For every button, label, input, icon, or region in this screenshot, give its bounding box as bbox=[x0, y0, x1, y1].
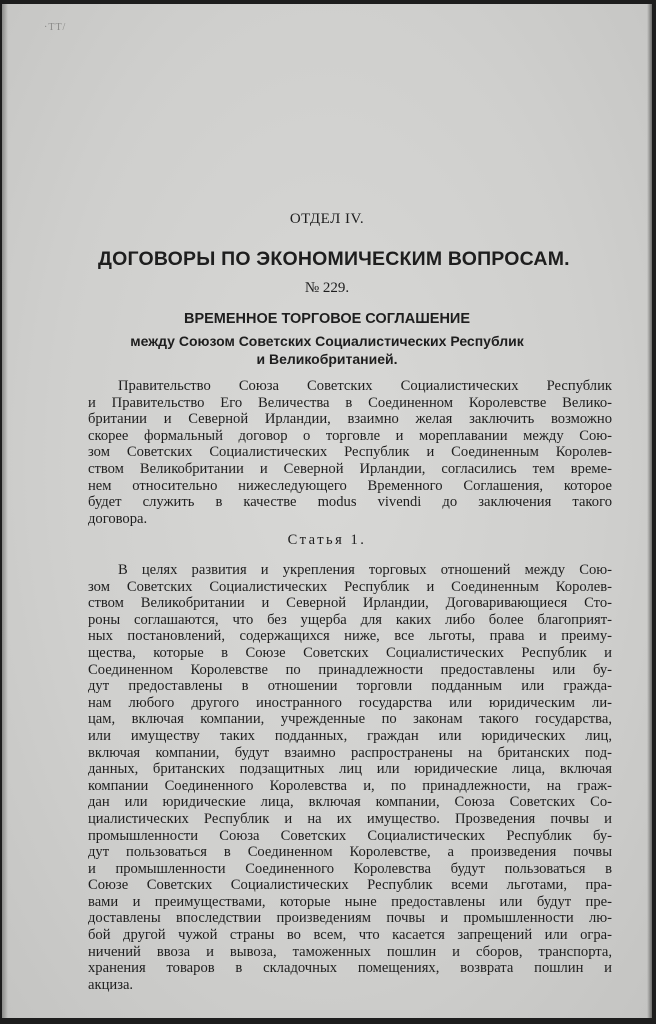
preamble-paragraph bbox=[88, 378, 612, 527]
section-label: ОТДЕЛ IV. bbox=[289, 211, 365, 227]
corner-mark: ·ТТ/ bbox=[44, 22, 67, 33]
article-paragraph bbox=[88, 562, 612, 993]
text-line: и Правительство Его Величества в Соединенном Королевстве Велико- bbox=[88, 394, 612, 411]
text-line: Правительство Союза Советских Социалистических Республик bbox=[118, 378, 612, 394]
text-line: вами и преимуществами, которые ныне предоставлены или будут пре- bbox=[88, 893, 612, 910]
text-line: дан или юридические лица, включая компании, Союза Советских Со- bbox=[88, 794, 612, 811]
text-line: зом Советских Социалистических Республик и Соединенным Королев- bbox=[88, 444, 612, 461]
text-line: нем относительно нижеследующего Временного Соглашения, которое bbox=[88, 477, 612, 494]
text-line: Соединенном Королевстве по принадлежности предоставлены или бу- bbox=[88, 661, 612, 678]
article-heading: Статья 1. bbox=[287, 532, 367, 548]
text-line: Союзе Советских Социалистических Республик всеми льготами, пра- bbox=[88, 877, 612, 894]
page-edge-shadow-left bbox=[2, 4, 8, 1018]
text-line: ством Великобритании и Северной Ирландии, Договаривающиеся Сто- bbox=[88, 595, 612, 612]
text-line: дут предоставлены в отношении торговли подданным или гражда- bbox=[88, 678, 612, 695]
document-number: № 229. bbox=[304, 280, 350, 296]
text-line: ных постановлений, содержащихся ниже, все льготы, права и преиму- bbox=[88, 628, 612, 645]
text-line: включая компании, будут взаимно распространены на британских под- bbox=[88, 744, 612, 761]
text-line: ничений ввоза и вывоза, таможенных пошлин и сборов, транспорта, bbox=[88, 943, 612, 960]
document-subtitle bbox=[2, 332, 652, 368]
text-line: будет служить в качестве modus vivendi до заключения такого bbox=[88, 494, 612, 511]
text-line: скорее формальный договор о торговле и мореплавании между Сою- bbox=[88, 427, 612, 444]
text-line: договора. bbox=[88, 510, 148, 527]
text-line: циалистических Республик и на их имущество. Прозведения почвы и bbox=[88, 810, 612, 827]
text-line: нам любого другого иностранного государства или юридическим ли- bbox=[88, 694, 612, 711]
text-line: бой другой чужой страны во всем, что касается запрещений или огра- bbox=[88, 927, 612, 944]
document-title: ВРЕМЕННОЕ ТОРГОВОЕ СОГЛАШЕНИЕ bbox=[183, 311, 471, 327]
text-line: и промышленности Соединенного Королевства будут пользоваться в bbox=[88, 860, 612, 877]
text-line: данных, британских подзащитных лиц или юридические лица, включая bbox=[88, 761, 612, 778]
text-line: британии и Северной Ирландии, взаимно желая заключить возможно bbox=[88, 411, 612, 428]
subtitle-line: и Великобританией. bbox=[256, 351, 398, 367]
text-line: цам, включая компании, учрежденные по законам такого государства, bbox=[88, 711, 612, 728]
text-line: компании Соединенного Королевства и, по принадлежности, на граж- bbox=[88, 777, 612, 794]
page-heading: ДОГОВОРЫ ПО ЭКОНОМИЧЕСКИМ ВОПРОСАМ. bbox=[98, 248, 570, 270]
subtitle-line: между Союзом Советских Социалистических Республик bbox=[130, 333, 524, 349]
text-line: доставлены впоследствии произведениям почвы и промышленности лю- bbox=[88, 910, 612, 927]
text-line: акциза. bbox=[88, 976, 134, 993]
page-edge-shadow-right bbox=[647, 4, 652, 1018]
text-line: или имуществу таких подданных, граждан или юридических лиц, bbox=[88, 727, 612, 744]
document-page bbox=[2, 4, 652, 1018]
text-line: ством Великобритании и Северной Ирландии, согласились тем време- bbox=[88, 460, 612, 477]
text-line: дут пользоваться в Соединенном Королевстве, а произведения почвы bbox=[88, 844, 612, 861]
text-line: хранения товаров в складочных помещениях, возврата пошлин и bbox=[88, 960, 612, 977]
text-line: щества, которые в Союзе Советских Социалистических Республик и bbox=[88, 644, 612, 661]
text-line: зом Советских Социалистических Республик и Соединенным Королев- bbox=[88, 578, 612, 595]
text-line: роны соглашаются, что без ущерба для каких либо более благоприят- bbox=[88, 611, 612, 628]
text-line: В целях развития и укрепления торговых отношений между Сою- bbox=[118, 562, 612, 578]
text-line: промышленности Союза Советских Социалистических Республик бу- bbox=[88, 827, 612, 844]
